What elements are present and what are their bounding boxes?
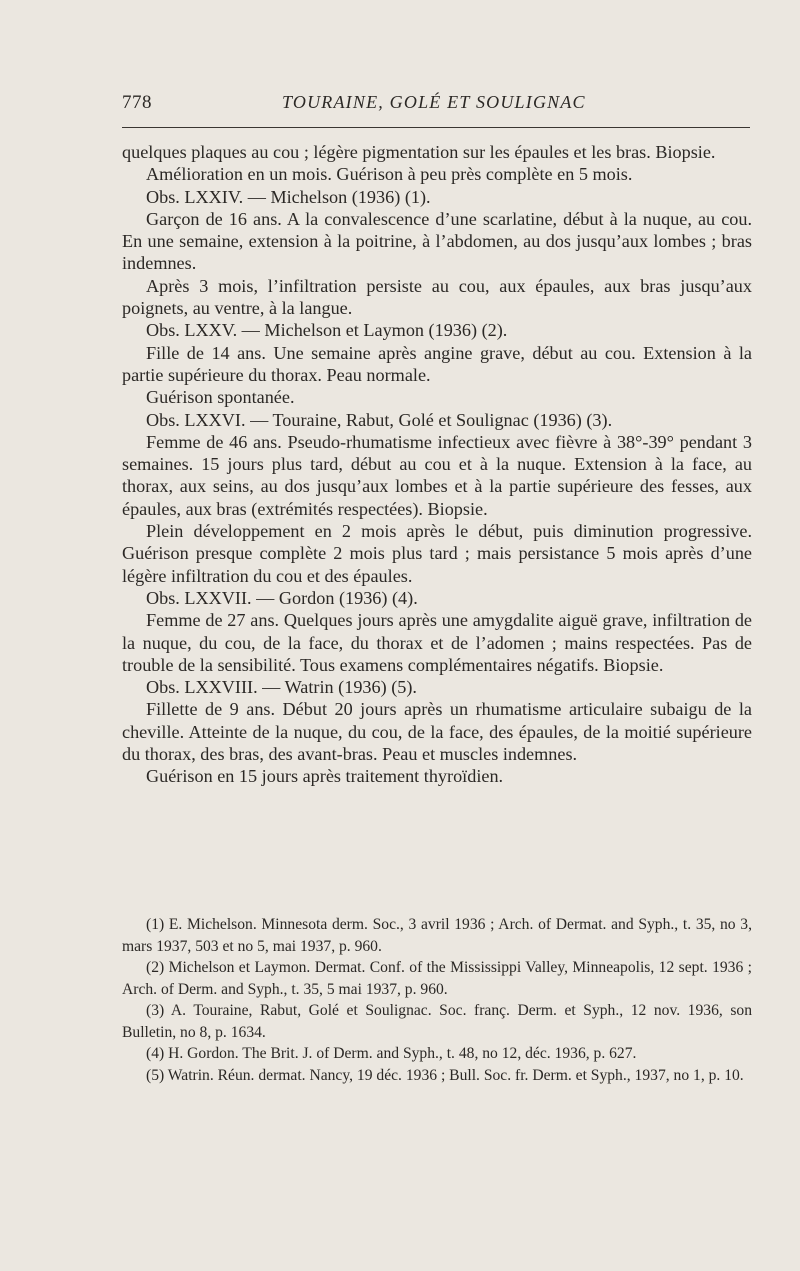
- paragraph: Femme de 27 ans. Quelques jours après une amygdalite aiguë grave, infiltration de la nuque, du cou, de la face, du thorax et de l’adomen ; mains respectées. Pas de trouble de la sensibilité. Tous examens complémentaires négatifs. Biopsie.: [122, 610, 752, 675]
- header-rule: [122, 127, 750, 128]
- footnote-1: (1) E. Michelson. Minnesota derm. Soc., 3 avril 1936 ; Arch. of Dermat. and Syph., t. 35, no 3, mars 1937, 503 et no 5, mai 1937, p. 960.: [122, 916, 752, 955]
- page-header: [122, 92, 750, 120]
- observation-heading: Obs. LXXV. — Michelson et Laymon (1936) (2).: [146, 320, 508, 341]
- paragraph: Plein développement en 2 mois après le début, puis diminution progressive. Guérison presque complète 2 mois plus tard ; mais persistance 5 mois après d’une légère infiltration du cou et des épaules.: [122, 521, 752, 586]
- body-text: [122, 141, 752, 788]
- observation-heading: Obs. LXXVII. — Gordon (1936) (4).: [146, 587, 418, 608]
- paragraph: Amélioration en un mois. Guérison à peu près complète en 5 mois.: [146, 164, 633, 185]
- footnote-2: (2) Michelson et Laymon. Dermat. Conf. of the Mississippi Valley, Minneapolis, 12 sept. 1936 ; Arch. of Derm. and Syph., t. 35, 5 mai 1937, p. 960.: [122, 959, 752, 998]
- footnote-3: (3) A. Touraine, Rabut, Golé et Soulignac. Soc. franç. Derm. et Syph., 12 nov. 1936, son Bulletin, no 8, p. 1634.: [122, 1002, 752, 1041]
- observation-heading: Obs. LXXVI. — Touraine, Rabut, Golé et Soulignac (1936) (3).: [146, 409, 613, 430]
- observation-heading: Obs. LXXIV. — Michelson (1936) (1).: [146, 186, 431, 207]
- page-number: 778: [122, 92, 152, 113]
- footnotes: [122, 914, 752, 1086]
- paragraph: Fillette de 9 ans. Début 20 jours après un rhumatisme articulaire subaigu de la cheville. Atteinte de la nuque, du cou, de la face, des épaules, de la moitié supérieure du thorax, des bras, des avant-bras. Peau et muscles indemnes.: [122, 699, 752, 765]
- paragraph: Garçon de 16 ans. A la convalescence d’une scarlatine, début à la nuque, au cou. En une semaine, extension à la poitrine, à l’abdomen, au dos jusqu’aux lombes ; bras indemnes.: [122, 208, 752, 274]
- running-title: TOURAINE, GOLÉ ET SOULIGNAC: [282, 92, 586, 112]
- paragraph: Fille de 14 ans. Une semaine après angine grave, début au cou. Extension à la partie supérieure du thorax. Peau normale.: [122, 342, 752, 385]
- paragraph: Guérison en 15 jours après traitement thyroïdien.: [146, 766, 504, 787]
- paragraph: Femme de 46 ans. Pseudo-rhumatisme infectieux avec fièvre à 38°-39° pendant 3 semaines. 15 jours plus tard, début au cou et à la nuque. Extension à la face, au thorax, aux seins, au dos jusqu’aux lombes et à la partie supérieure des fesses, aux épaules, aux bras (extrémités respectées). Biopsie.: [122, 431, 752, 519]
- paragraph: Guérison spontanée.: [146, 387, 295, 408]
- footnote-4: (4) H. Gordon. The Brit. J. of Derm. and Syph., t. 48, no 12, déc. 1936, p. 627.: [146, 1045, 637, 1062]
- footnote-5: (5) Watrin. Réun. dermat. Nancy, 19 déc. 1936 ; Bull. Soc. fr. Derm. et Syph., 1937, no 1, p. 10.: [146, 1066, 744, 1084]
- observation-heading: Obs. LXXVIII. — Watrin (1936) (5).: [146, 677, 417, 698]
- paragraph: Après 3 mois, l’infiltration persiste au cou, aux épaules, aux bras jusqu’aux poignets, au ventre, à la langue.: [122, 275, 752, 319]
- paragraph: quelques plaques au cou ; légère pigmentation sur les épaules et les bras. Biopsie.: [122, 142, 716, 162]
